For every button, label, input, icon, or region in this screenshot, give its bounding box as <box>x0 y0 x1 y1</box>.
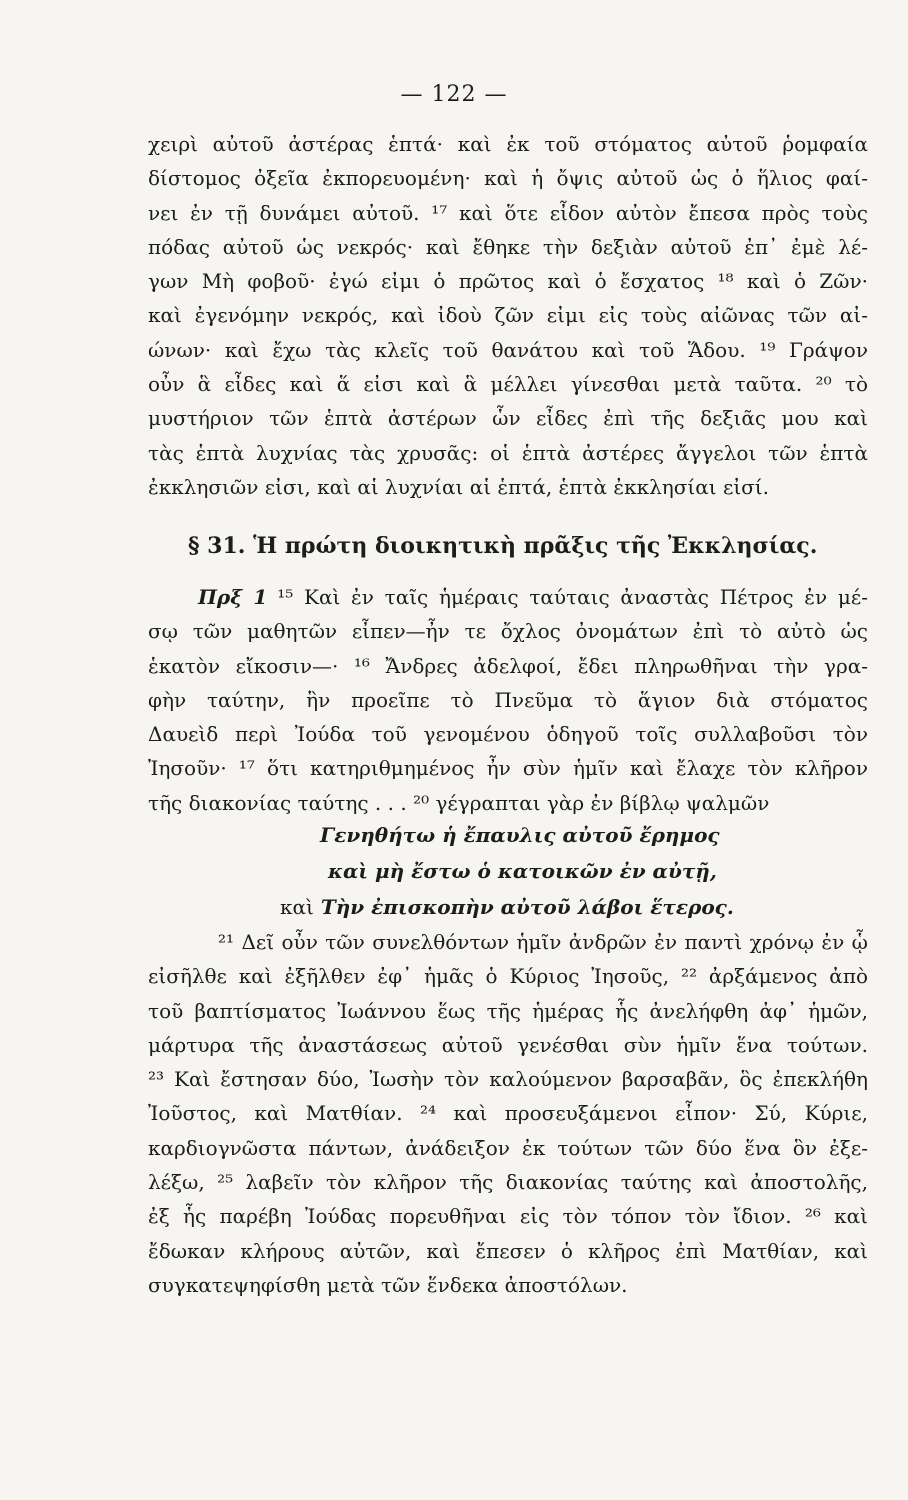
text-line: τὰς ἑπτὰ λυχνίας τὰς χρυσᾶς: οἱ ἑπτὰ ἀστέρες ἄγγελοι τῶν ἑπτὰ <box>148 440 868 465</box>
passage-acts <box>148 580 868 820</box>
poem-line: καὶ μὴ ἔστω ὁ κατοικῶν ἐν αὐτῇ, <box>328 859 717 883</box>
text-line: πόδας αὐτοῦ ὡς νεκρός· καὶ ἔθηκε τὴν δεξιὰν αὐτοῦ ἐπ᾿ ἐμὲ λέ- <box>148 234 868 259</box>
text-line: καὶ ἐγενόμην νεκρός, καὶ ἰδοὺ ζῶν εἰμι εἰς τοὺς αἰῶνας τῶν αἰ- <box>148 303 868 328</box>
poem-line: Γενηθήτω ἡ ἔπαυλις αὐτοῦ ἔρημος <box>320 823 720 847</box>
text-line: Δαυεὶδ περὶ Ἰούδα τοῦ γενομένου ὁδηγοῦ τοῖς συλλαβοῦσι τὸν <box>148 722 868 747</box>
text-line: ἐκκλησιῶν εἰσι, καὶ αἱ λυχνίαι αἱ ἑπτά, ἑπτὰ ἐκκλησίαι εἰσί. <box>148 474 770 499</box>
poem-lead-word: καὶ <box>280 895 314 919</box>
page-number: — 122 — <box>400 82 508 107</box>
text-line: ώνων· καὶ ἔχω τὰς κλεῖς τοῦ θανάτου καὶ τοῦ Ἅδου. ¹⁹ Γράψον <box>148 337 868 362</box>
passage-revelation <box>148 127 868 504</box>
text-line <box>148 580 868 614</box>
text-line: λέξω, ²⁵ λαβεῖν τὸν κλῆρον τῆς διακονίας ταύτης καὶ ἀποστολῆς, <box>148 1170 868 1195</box>
text-line: δίστομος ὀξεῖα ἐκπορευομένη· καὶ ἡ ὄψις αὐτοῦ ὡς ὁ ἥλιος φαί- <box>148 166 868 191</box>
passage-acts-continued <box>148 925 868 1302</box>
text-line: τῆς διακονίας ταύτης . . . ²⁰ γέγραπται γὰρ ἐν βίβλῳ ψαλμῶν <box>148 790 770 815</box>
text-line: νει ἐν τῇ δυνάμει αὐτοῦ. ¹⁷ καὶ ὅτε εἶδον αὐτὸν ἔπεσα πρὸς τοὺς <box>148 200 868 225</box>
psalm-quotation <box>280 817 800 925</box>
text-line: Ἰοῦστος, καὶ Ματθίαν. ²⁴ καὶ προσευξάμενοι εἶπον· Σύ, Κύριε, <box>148 1101 868 1126</box>
text-line: μυστήριον τῶν ἑπτὰ ἀστέρων ὧν εἶδες ἐπὶ τῆς δεξιᾶς μου καὶ <box>148 406 868 431</box>
text-line: ²¹ Δεῖ οὖν τῶν συνελθόντων ἡμῖν ἀνδρῶν ἐν παντὶ χρόνῳ ἐν ᾧ <box>218 930 868 954</box>
text-line: ἑκατὸν εἴκοσιν—· ¹⁶ Ἄνδρες ἀδελφοί, ἔδει πληρωθῆναι τὴν γρα- <box>148 653 868 678</box>
text-line-content: ¹⁵ Καὶ ἐν ταῖς ἡμέραις ταύταις ἀναστὰς Πέτρος ἐν μέ- <box>277 585 868 609</box>
text-line: φὴν ταύτην, ἣν προεῖπε τὸ Πνεῦμα τὸ ἅγιον διὰ στόματος <box>148 687 868 712</box>
text-line: χειρὶ αὐτοῦ ἀστέρας ἑπτά· καὶ ἐκ τοῦ στόματος αὐτοῦ ῥομφαία <box>148 132 868 156</box>
text-line: μάρτυρα τῆς ἀναστάσεως αὐτοῦ γενέσθαι σὺν ἡμῖν ἕνα τούτων. <box>148 1032 868 1057</box>
reference-label: Πρξ 1 <box>198 585 268 609</box>
text-line: οὖν ἃ εἶδες καὶ ἅ εἰσι καὶ ἃ μέλλει γίνεσθαι μετὰ ταῦτα. ²⁰ τὸ <box>148 372 868 397</box>
poem-line <box>280 889 800 925</box>
text-line: ἔδωκαν κλήρους αὐτῶν, καὶ ἔπεσεν ὁ κλῆρος ἐπὶ Ματθίαν, καὶ <box>148 1238 868 1263</box>
text-line: τοῦ βαπτίσματος Ἰωάννου ἕως τῆς ἡμέρας ἧς ἀνελήφθη ἀφ᾿ ἡμῶν, <box>148 998 868 1023</box>
text-line: εἰσῆλθε καὶ ἐξῆλθεν ἐφ᾿ ἡμᾶς ὁ Κύριος Ἰησοῦς, ²² ἀρξάμενος ἀπὸ <box>148 964 868 989</box>
section-heading: § 31. Ἡ πρώτη διοικητικὴ πρᾶξις τῆς Ἐκκλησίας. <box>188 533 818 559</box>
poem-line-content: Τὴν ἐπισκοπὴν αὐτοῦ λάβοι ἕτερος. <box>320 895 734 919</box>
text-line: σῳ τῶν μαθητῶν εἶπεν—ἦν τε ὄχλος ὀνομάτων ἐπὶ τὸ αὐτὸ ὡς <box>148 619 868 644</box>
text-line: γων Μὴ φοβοῦ· ἐγώ εἰμι ὁ πρῶτος καὶ ὁ ἔσχατος ¹⁸ καὶ ὁ Ζῶν· <box>148 269 868 294</box>
text-line: καρδιογνῶστα πάντων, ἀνάδειξον ἐκ τούτων τῶν δύο ἕνα ὃν ἐξε- <box>148 1135 868 1160</box>
text-line: ²³ Καὶ ἔστησαν δύο, Ἰωσὴν τὸν καλούμενον βαρσαβᾶν, ὃς ἐπεκλήθη <box>148 1067 868 1092</box>
text-line: συγκατεψηφίσθη μετὰ τῶν ἕνδεκα ἀποστόλων. <box>148 1272 628 1297</box>
text-line: Ἰησοῦν· ¹⁷ ὅτι κατηριθμημένος ἦν σὺν ἡμῖν καὶ ἔλαχε τὸν κλῆρον <box>148 756 868 781</box>
text-line: ἐξ ἧς παρέβη Ἰούδας πορευθῆναι εἰς τὸν τόπον τὸν ἴδιον. ²⁶ καὶ <box>148 1204 868 1229</box>
